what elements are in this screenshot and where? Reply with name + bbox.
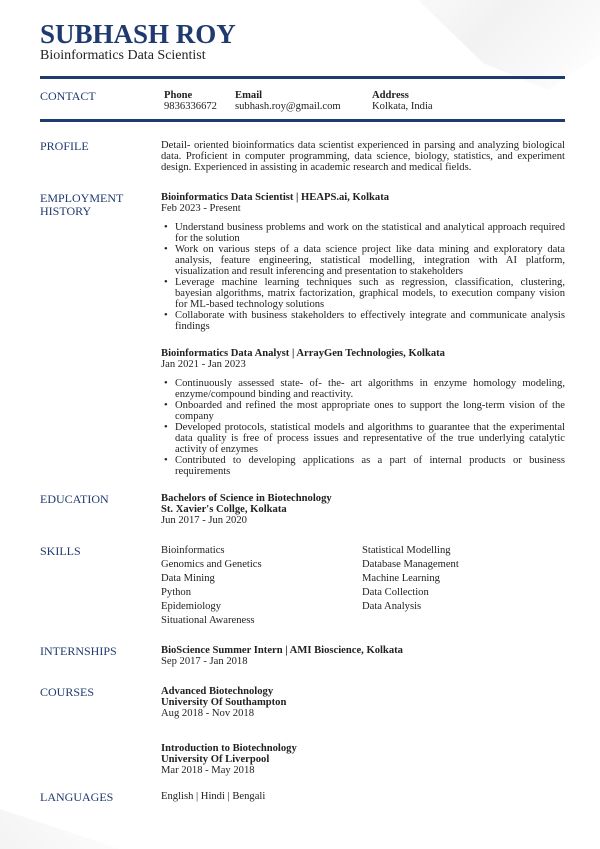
phone: 9836336672 (164, 101, 217, 112)
job-dates: Jan 2021 - Jan 2023 (161, 359, 246, 370)
address: Kolkata, India (372, 101, 433, 112)
internship-dates: Sep 2017 - Jan 2018 (161, 656, 248, 667)
job-title: Bioinformatics Data Analyst | ArrayGen Technologies, Kolkata (161, 348, 445, 359)
address-label: Address (372, 90, 409, 101)
education-dates: Jun 2017 - Jun 2020 (161, 515, 247, 526)
phone-label: Phone (164, 90, 193, 101)
background-decoration (0, 809, 120, 849)
email-label: Email (235, 90, 263, 101)
course-name: Advanced Biotechnology (161, 686, 274, 697)
list-item: • Understand business problems and work on the statistical and analytical approach required for the solution (161, 222, 565, 244)
candidate-name: SUBHASH ROY (40, 19, 236, 49)
section-label: CONTACT (40, 89, 96, 103)
internship-title: BioScience Summer Intern | AMI Bioscience, Kolkata (161, 645, 403, 656)
skill: Data Analysis (362, 601, 422, 612)
section-label: COURSES (40, 685, 95, 699)
job-title: Bioinformatics Data Scientist | HEAPS.ai, Kolkata (161, 192, 390, 203)
job-dates: Feb 2023 - Present (161, 203, 241, 214)
section-label: PROFILE (40, 139, 89, 153)
candidate-title: Bioinformatics Data Scientist (40, 48, 206, 63)
divider (40, 119, 565, 122)
skill: Bioinformatics (161, 545, 225, 556)
course-school: University Of Liverpool (161, 754, 270, 765)
divider (40, 76, 565, 79)
skill: Statistical Modelling (362, 545, 451, 556)
list-item: • Work on various steps of a data science project like data mining and exploratory data analysis, feature engineering, statistical modelling, integration with AI platform, visualization and result inferencing and presentation to stakeholders (161, 244, 565, 277)
section-label: LANGUAGES (40, 790, 114, 804)
course-dates: Aug 2018 - Nov 2018 (161, 708, 254, 719)
list-item: • Contributed to developing applications as a part of internal products or business requirements (161, 455, 565, 477)
degree: Bachelors of Science in Biotechnology (161, 493, 332, 504)
course-name: Introduction to Biotechnology (161, 743, 297, 754)
section-label: SKILLS (40, 544, 81, 558)
skills-section (40, 545, 565, 626)
profile-text: Detail- oriented bioinformatics data scientist experienced in parsing and analyzing biological data. Proficient in computer programming, data science, biology, statistics, and experiment design. Experienced in assisting in academic research and medical fields. (161, 140, 565, 173)
skill: Python (161, 587, 192, 598)
email: subhash.roy@gmail.com (235, 101, 341, 112)
profile-section (40, 140, 565, 173)
school: St. Xavier's Collge, Kolkata (161, 504, 287, 515)
languages-section (40, 791, 565, 802)
list-item: • Onboarded and refined the most appropriate ones to support the long-term vision of the company (161, 400, 565, 422)
section-label: EDUCATION (40, 492, 109, 506)
education-section (40, 493, 565, 526)
section-label: INTERNSHIPS (40, 644, 117, 658)
list-item: • Leverage machine learning techniques such as regression, classification, clustering, bayesian algorithms, matrix factorization, graphical models, to execution company vision for ML-based technology solutions (161, 277, 565, 310)
courses-section (40, 686, 565, 776)
skill: Situational Awareness (161, 615, 255, 626)
course-dates: Mar 2018 - May 2018 (161, 765, 255, 776)
languages-text: English | Hindi | Bengali (161, 791, 266, 802)
employment-section (40, 192, 565, 332)
list-item: • Continuously assessed state- of- the- art algorithms in enzyme homology modeling, enzyme/compound binding and reactivity. (161, 378, 565, 400)
course-school: University Of Southampton (161, 697, 287, 708)
skill: Data Collection (362, 587, 429, 598)
skill: Epidemiology (161, 601, 222, 612)
internships-section (40, 645, 565, 667)
skill: Database Management (362, 559, 459, 570)
skill: Machine Learning (362, 573, 440, 584)
skill: Genomics and Genetics (161, 559, 262, 570)
list-item: • Developed protocols, statistical models and algorithms to guarantee that the experimental data quality is free of process issues and representative of the true underlying catalytic activity of enzymes (161, 422, 565, 455)
list-item: • Collaborate with business stakeholders to effectively integrate and communicate analysis findings (161, 310, 565, 332)
skill: Data Mining (161, 573, 215, 584)
employment-job-2 (40, 348, 565, 477)
section-label: EMPLOYMENT HISTORY (40, 191, 124, 218)
